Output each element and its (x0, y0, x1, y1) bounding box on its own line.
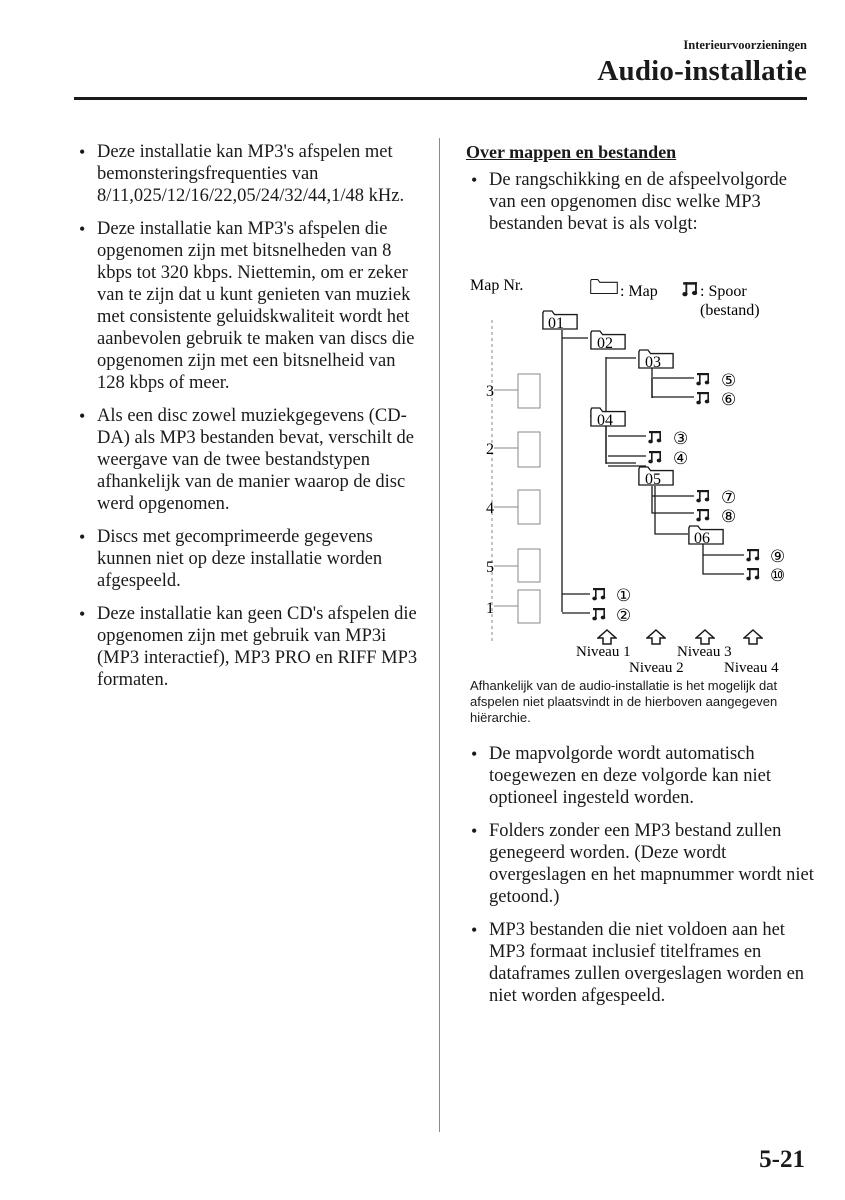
map-number-group-1 (486, 590, 540, 623)
music-note-icon (648, 451, 661, 463)
bullet-icon: • (79, 142, 86, 162)
list-item (74, 141, 420, 207)
section-label: Interieurvoorzieningen (683, 38, 807, 52)
level-arrow-icon (598, 630, 616, 644)
track-number: ② (616, 606, 632, 625)
track-1 (592, 586, 631, 605)
folder-01 (543, 311, 577, 332)
bullet-icon: • (471, 744, 478, 764)
bullet-icon: • (79, 604, 86, 624)
map-number-group-5 (486, 549, 540, 582)
level-label-2: Niveau 2 (629, 660, 684, 676)
music-note-icon (648, 431, 661, 443)
bullet-icon: • (79, 527, 86, 547)
level-label-1: Niveau 1 (576, 644, 631, 660)
track-number: ④ (673, 449, 689, 468)
legend-map-label: : Map (620, 283, 658, 300)
folder-label: 02 (597, 335, 613, 352)
bullet-icon: • (471, 821, 478, 841)
map-number: 5 (486, 559, 494, 576)
legend-track-sublabel: (bestand) (700, 302, 760, 319)
music-note-legend-icon (682, 282, 697, 296)
track-number: ⑩ (770, 566, 786, 585)
header-rule (74, 97, 807, 100)
section-heading: Over mappen en bestanden (466, 142, 677, 162)
legend-track-label: : Spoor (700, 283, 747, 300)
right-column-continued (466, 743, 816, 1018)
map-number-group-3 (486, 374, 540, 408)
map-number: 3 (486, 383, 494, 400)
folder-06 (689, 526, 723, 547)
list-item-text: Deze installatie kan MP3's afspelen die opgenomen zijn met bitsnelheden van 8 kbps tot 320 kbps. Niettemin, om er zeker van te zijn dat u kunt genieten van muziek met consistente geluidskwaliteit wordt het aanbevolen gebruik te maken van discs die opgenomen zijn met een bitsnelheid van 128 kbps of meer. (97, 219, 415, 393)
track-5 (696, 371, 736, 390)
folder-05 (639, 467, 673, 488)
track-number: ③ (673, 429, 689, 448)
bullet-icon: • (471, 920, 478, 940)
music-note-icon (746, 549, 759, 561)
right-bullet-list (466, 743, 816, 1007)
list-item (466, 919, 816, 1007)
bullet-icon: • (471, 170, 478, 190)
level-arrow-icon (744, 630, 762, 644)
list-item-text: Folders zonder een MP3 bestand zullen genegeerd worden. (Deze wordt overgeslagen en het mapnummer wordt niet getoond.) (489, 821, 814, 907)
folder-label: 01 (548, 315, 564, 332)
folder-label: 03 (645, 354, 661, 371)
track-number: ① (616, 586, 632, 605)
folder-label: 04 (597, 412, 613, 429)
column-divider (439, 138, 440, 1132)
left-bullet-list (74, 141, 420, 691)
page-number: 5-21 (759, 1146, 805, 1173)
group-bracket (494, 432, 540, 467)
bullet-icon: • (79, 219, 86, 239)
track-6 (696, 390, 736, 409)
track-3 (648, 429, 688, 448)
group-bracket (494, 374, 540, 408)
map-number-group-4 (486, 490, 540, 524)
music-note-icon (592, 608, 605, 620)
list-item-text: Discs met gecomprimeerde gegevens kunnen niet op deze installatie worden afgespeeld. (97, 527, 383, 591)
list-item (74, 218, 420, 394)
map-number: 2 (486, 441, 494, 458)
track-2 (592, 606, 631, 625)
group-bracket (494, 590, 540, 623)
music-note-icon (696, 509, 709, 521)
track-number: ⑨ (770, 547, 786, 566)
level-label-3: Niveau 3 (677, 644, 732, 660)
track-7 (696, 488, 736, 507)
level-label-4: Niveau 4 (724, 660, 779, 676)
folder-04 (591, 408, 625, 429)
map-nr-label: Map Nr. (470, 277, 524, 294)
folder-tree-diagram (466, 268, 806, 680)
track-9 (746, 547, 785, 566)
list-item-text: Deze installatie kan MP3's afspelen met bemonsteringsfrequenties van 8/11,025/12/16/22,05/24/32/44,1/48 kHz. (97, 142, 405, 206)
list-item (466, 169, 816, 235)
list-item-text: Als een disc zowel muziekgegevens (CD-DA) als MP3 bestanden bevat, verschilt de weergave van de twee bestandstypen afhankelijk van de manier waarop de disc werd opgenomen. (97, 406, 414, 514)
list-item-text: De mapvolgorde wordt automatisch toegewezen en deze volgorde kan niet optioneel ingesteld worden. (489, 744, 771, 808)
folder-02 (591, 331, 625, 352)
folder-03 (639, 350, 673, 371)
list-item-text: Deze installatie kan geen CD's afspelen die opgenomen zijn met gebruik van MP3i (MP3 interactief), MP3 PRO en RIFF MP3 formaten. (97, 604, 418, 690)
list-item (74, 526, 420, 592)
map-number-group-2 (486, 432, 540, 467)
right-column (466, 141, 816, 246)
track-10 (746, 566, 785, 585)
level-arrow-icon (647, 630, 665, 644)
list-item-text: MP3 bestanden die niet voldoen aan het MP3 formaat inclusief titelframes en dataframes zullen overgeslagen worden en niet worden afgespeeld. (489, 920, 805, 1006)
track-number: ⑤ (721, 371, 737, 390)
music-note-icon (696, 392, 709, 404)
music-note-icon (696, 490, 709, 502)
track-number: ⑥ (721, 390, 737, 409)
music-note-icon (696, 373, 709, 385)
list-item (74, 405, 420, 515)
diagram-caption: Afhankelijk van de audio-installatie is het mogelijk dat afspelen niet plaatsvindt in de hierboven aangegeven hiërarchie. (470, 678, 778, 725)
track-number: ⑧ (721, 507, 737, 526)
level-arrow-icon (696, 630, 714, 644)
folder-tree-svg (466, 268, 806, 680)
music-note-icon (592, 588, 605, 600)
list-item (466, 820, 816, 908)
bullet-icon: • (79, 406, 86, 426)
music-note-icon (746, 568, 759, 580)
map-number: 1 (486, 600, 494, 617)
folder-label: 06 (694, 530, 710, 547)
group-bracket (494, 549, 540, 582)
left-column (74, 141, 420, 702)
folder-label: 05 (645, 471, 661, 488)
track-8 (696, 507, 736, 526)
folder-legend-icon (591, 280, 618, 294)
list-item (74, 603, 420, 691)
group-bracket (494, 490, 540, 524)
track-4 (648, 449, 688, 468)
track-number: ⑦ (721, 488, 737, 507)
list-item (466, 743, 816, 809)
map-number: 4 (486, 500, 494, 517)
page-title: Audio-installatie (597, 55, 807, 87)
right-intro-list (466, 169, 816, 235)
list-item-text: De rangschikking en de afspeelvolgorde van een opgenomen disc welke MP3 bestanden bevat is als volgt: (489, 170, 787, 234)
